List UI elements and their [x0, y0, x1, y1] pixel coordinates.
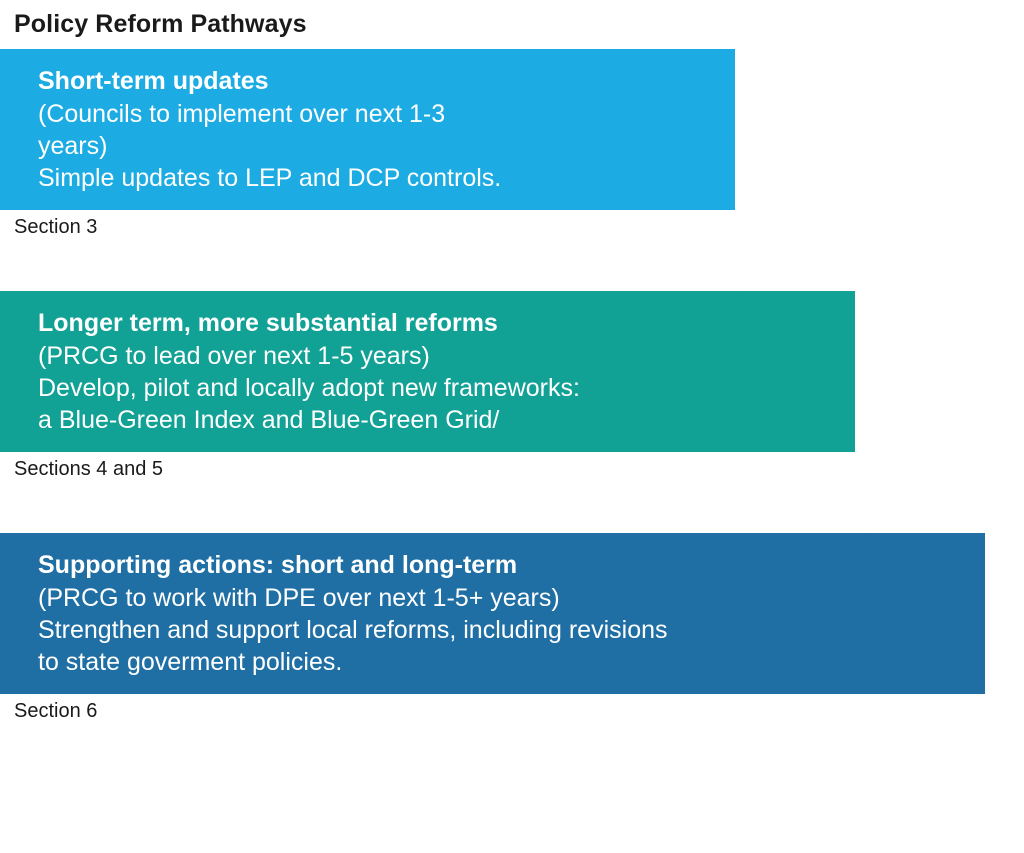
page-title: Policy Reform Pathways	[14, 10, 307, 38]
pathway-line: (Councils to implement over next 1-3	[38, 100, 446, 128]
arrow-body	[0, 291, 855, 452]
pathway-caption: Section 3	[14, 216, 98, 238]
pathway-line: Simple updates to LEP and DCP controls.	[38, 164, 502, 192]
pathway-line: (PRCG to work with DPE over next 1-5+ years)	[38, 584, 560, 612]
arrow-shape-short-term	[0, 49, 1024, 210]
spacer	[0, 241, 1024, 291]
arrow-text	[38, 307, 855, 436]
spacer	[0, 483, 1024, 533]
arrow-shape-longer-term	[0, 291, 1024, 452]
pathway-item	[0, 533, 1024, 723]
pathway-heading: Supporting actions: short and long-term	[38, 551, 518, 579]
pathway-line: years)	[38, 132, 108, 160]
pathway-item	[0, 49, 1024, 239]
pathway-line: (PRCG to lead over next 1-5 years)	[38, 342, 430, 370]
arrow-shape-supporting-actions	[0, 533, 1024, 694]
pathway-line: Strengthen and support local reforms, including revisions	[38, 616, 668, 644]
pathway-caption: Section 6	[14, 700, 98, 722]
arrow-body	[0, 49, 735, 210]
pathway-heading: Longer term, more substantial reforms	[38, 309, 498, 337]
arrow-text	[38, 65, 735, 194]
arrow-body	[0, 533, 985, 694]
pathway-caption: Sections 4 and 5	[14, 458, 163, 480]
pathway-heading: Short-term updates	[38, 67, 269, 95]
arrow-text	[38, 549, 985, 678]
pathway-line: a Blue-Green Index and Blue-Green Grid/	[38, 406, 500, 434]
pathway-line: to state goverment policies.	[38, 648, 343, 676]
pathway-item	[0, 291, 1024, 481]
pathway-list	[0, 49, 1024, 723]
pathway-line: Develop, pilot and locally adopt new frameworks:	[38, 374, 580, 402]
